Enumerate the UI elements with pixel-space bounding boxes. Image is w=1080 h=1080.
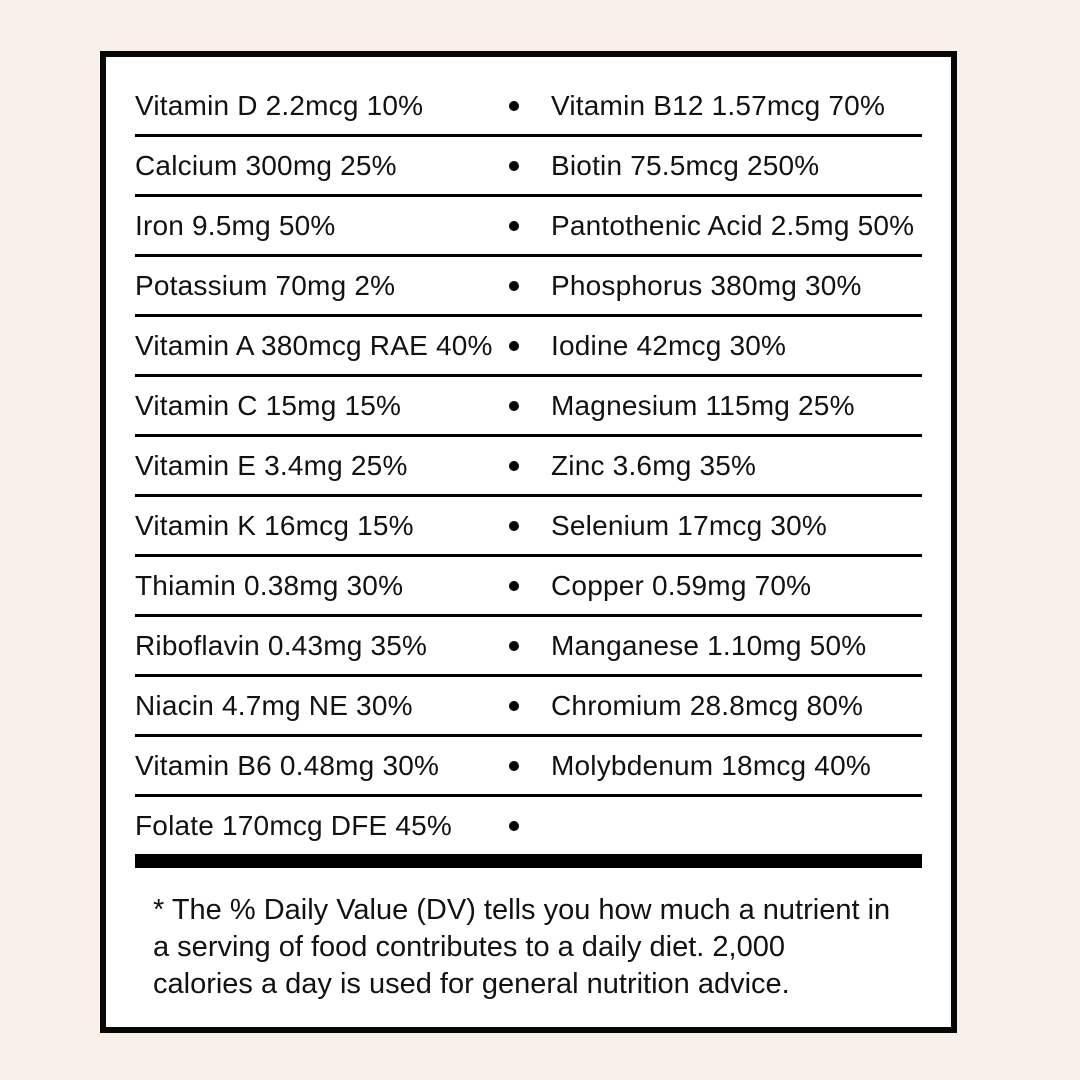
nutrient-right: Copper 0.59mg 70% xyxy=(551,569,812,601)
bullet-separator-icon xyxy=(509,341,519,351)
nutrient-right: Pantothenic Acid 2.5mg 50% xyxy=(551,209,915,241)
bullet-separator-icon xyxy=(509,281,519,291)
bullet-separator-icon xyxy=(509,101,519,111)
nutrient-right: Magnesium 115mg 25% xyxy=(551,389,855,421)
nutrient-row xyxy=(135,254,922,314)
nutrient-left: Potassium 70mg 2% xyxy=(135,269,396,301)
nutrient-right: Chromium 28.8mcg 80% xyxy=(551,689,864,721)
nutrient-left: Vitamin C 15mg 15% xyxy=(135,389,402,421)
bullet-separator-icon xyxy=(509,641,519,651)
nutrient-left: Vitamin A 380mcg RAE 40% xyxy=(135,329,493,361)
daily-value-footnote xyxy=(153,892,914,1003)
nutrient-left: Vitamin B6 0.48mg 30% xyxy=(135,749,440,781)
nutrient-left: Calcium 300mg 25% xyxy=(135,149,397,181)
nutrient-left: Vitamin E 3.4mg 25% xyxy=(135,449,408,481)
footnote-line: * The % Daily Value (DV) tells you how much a nutrient in xyxy=(153,894,891,926)
nutrient-left: Folate 170mcg DFE 45% xyxy=(135,809,453,841)
nutrient-table xyxy=(135,77,922,854)
nutrient-row xyxy=(135,134,922,194)
nutrient-right: Vitamin B12 1.57mcg 70% xyxy=(551,89,886,121)
nutrient-row xyxy=(135,194,922,254)
nutrient-right: Biotin 75.5mcg 250% xyxy=(551,149,820,181)
footnote-line: a serving of food contributes to a daily diet. 2,000 xyxy=(153,931,785,963)
nutrient-right: Zinc 3.6mg 35% xyxy=(551,449,757,481)
nutrient-left: Vitamin K 16mcg 15% xyxy=(135,509,414,541)
bullet-separator-icon xyxy=(509,221,519,231)
nutrient-right: Molybdenum 18mcg 40% xyxy=(551,749,871,781)
nutrient-left: Thiamin 0.38mg 30% xyxy=(135,569,404,601)
nutrient-left: Vitamin D 2.2mcg 10% xyxy=(135,89,424,121)
nutrient-left: Iron 9.5mg 50% xyxy=(135,209,336,241)
nutrient-row xyxy=(135,614,922,674)
bullet-separator-icon xyxy=(509,821,519,831)
bullet-separator-icon xyxy=(509,581,519,591)
nutrient-right: Iodine 42mcg 30% xyxy=(551,329,787,361)
nutrient-row xyxy=(135,494,922,554)
nutrition-facts-panel xyxy=(100,51,957,1033)
nutrient-row xyxy=(135,794,922,854)
bullet-separator-icon xyxy=(509,401,519,411)
bullet-separator-icon xyxy=(509,761,519,771)
bullet-separator-icon xyxy=(509,521,519,531)
bullet-separator-icon xyxy=(509,161,519,171)
nutrient-row xyxy=(135,734,922,794)
thick-divider-bar xyxy=(135,854,922,868)
nutrient-right: Selenium 17mcg 30% xyxy=(551,509,827,541)
bullet-separator-icon xyxy=(509,701,519,711)
nutrient-right: Phosphorus 380mg 30% xyxy=(551,269,862,301)
nutrient-row xyxy=(135,674,922,734)
nutrient-row xyxy=(135,434,922,494)
nutrient-row xyxy=(135,374,922,434)
nutrient-left: Niacin 4.7mg NE 30% xyxy=(135,689,413,721)
nutrient-row xyxy=(135,554,922,614)
nutrient-left: Riboflavin 0.43mg 35% xyxy=(135,629,428,661)
nutrient-row xyxy=(135,77,922,134)
nutrient-right: Manganese 1.10mg 50% xyxy=(551,629,867,661)
bullet-separator-icon xyxy=(509,461,519,471)
nutrient-row xyxy=(135,314,922,374)
footnote-line: calories a day is used for general nutrition advice. xyxy=(153,968,790,1000)
